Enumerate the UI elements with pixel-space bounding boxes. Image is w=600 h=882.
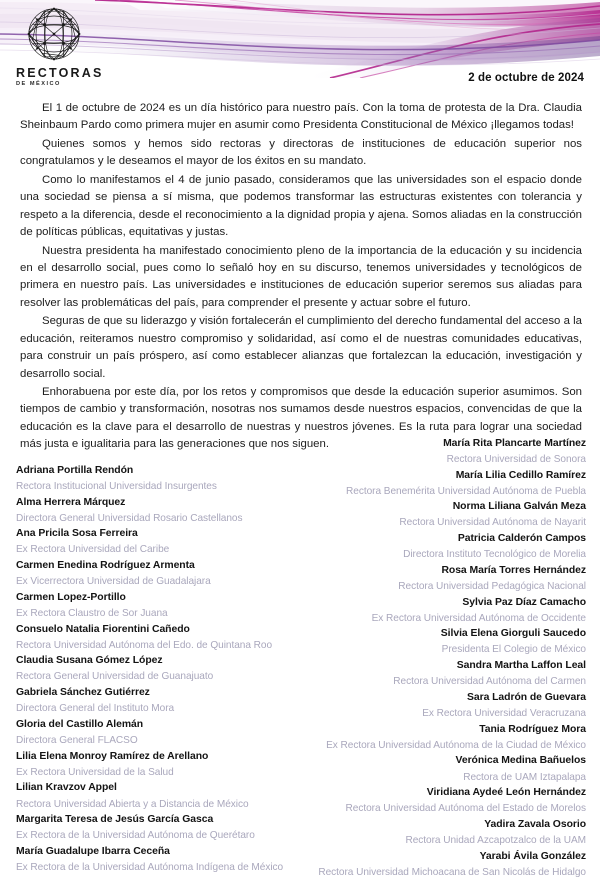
signatory-name: Sara Ladrón de Guevara — [466, 691, 586, 703]
signatory-name: María Rita Plancarte Martínez — [443, 437, 586, 449]
letter-paragraph: Nuestra presidenta ha manifestado conocimiento pleno de la importancia de la educación y su incidencia en el desarrollo social, pues como lo señaló hoy en su discurso, tenemos universidades y tecnológicos de primera en nuestro país. Las universidades e instituciones de educación superior seremos sus aliadas para resolver las problemáticas del país, para comprender el presente y actuar sobre el futuro. — [20, 244, 582, 309]
signatory-name: Gloria del Castillo Alemán — [16, 718, 144, 730]
signatory-role: Rectora Universidad Autónoma del Estado de Morelos — [345, 803, 586, 815]
signatory-name: Margarita Teresa de Jesús García Gasca — [16, 814, 214, 826]
signatory-role: Rectora Unidad Azcapotzalco de la UAM — [405, 835, 586, 847]
signatory-name: Yarabi Ávila González — [479, 850, 586, 862]
signatories-left-column — [16, 463, 290, 876]
signatory-role: Rectora Universidad Abierta y a Distancia de México — [16, 798, 249, 810]
signatory-role: Ex Rectora Universidad Autónoma de Occidente — [371, 612, 586, 624]
signatory-name: Lilia Elena Monroy Ramírez de Arellano — [16, 750, 209, 762]
signatory-role: Ex Rectora de la Universidad Autónoma Indígena de México — [16, 862, 284, 874]
signatory-name: Rosa María Torres Hernández — [441, 564, 586, 576]
signatory-role: Directora General del Instituto Mora — [16, 703, 175, 715]
signatory-name: Claudia Susana Gómez López — [16, 655, 163, 667]
signatory-role: Ex Rectora Universidad Veracruzana — [422, 708, 586, 719]
letter-paragraph: Como lo manifestamos el 4 de junio pasado, consideramos que las universidades son el espacio donde una sociedad se piensa a sí misma, que podemos transformar las estructuras existentes con tolerancia y respeto a la diferencia, desde el reconocimiento a la dignidad propia y ajena. Somos aliadas en la construcción de políticas públicas, equitativas y justas. — [20, 173, 582, 239]
signatory-name: Silvia Elena Giorguli Saucedo — [440, 628, 586, 640]
signatory-name: Adriana Portilla Rendón — [16, 464, 134, 476]
signatory-role: Ex Rectora de la Universidad Autónoma de Querétaro — [16, 830, 255, 842]
letter-paragraph: Quienes somos y hemos sido rectoras y directoras de instituciones de educación superior nos congratulamos y le deseamos el mayor de los éxitos en su mandato. — [20, 137, 582, 168]
signatory-name: Alma Herrera Márquez — [16, 496, 126, 508]
signatory-role: Rectora Universidad Michoacana de San Nicolás de Hidalgo — [318, 866, 586, 878]
document-date: 2 de octubre de 2024 — [468, 72, 584, 84]
geodesic-sphere-logo-icon — [24, 4, 84, 64]
signatory-role: Directora General Universidad Rosario Castellanos — [16, 512, 243, 524]
signatory-name: Verónica Medina Bañuelos — [455, 755, 586, 767]
signatory-role: Ex Vicerrectora Universidad de Guadalajara — [16, 576, 211, 588]
signatory-role: Ex Rectora Universidad del Caribe — [16, 544, 170, 556]
signatory-role: Presidenta El Colegio de México — [441, 644, 586, 656]
signatory-name: Consuelo Natalia Fiorentini Cañedo — [16, 623, 190, 635]
signatory-role: Rectora Universidad de Sonora — [446, 453, 586, 465]
brand-logo — [14, 4, 134, 87]
signatory-role: Directora Instituto Tecnológico de Morelia — [403, 549, 586, 561]
signatory-role: Rectora de UAM Iztapalapa — [463, 771, 586, 783]
signatory-role: Rectora Universidad Pedagógica Nacional — [398, 580, 586, 592]
brand-subtitle: DE MÉXICO — [16, 81, 61, 88]
signatory-role: Directora General FLACSO — [16, 735, 138, 746]
signatory-name: Tania Rodríguez Mora — [479, 723, 586, 735]
signatory-name: María Lilia Cedillo Ramírez — [455, 469, 586, 481]
signatory-role: Rectora General Universidad de Guanajuato — [16, 671, 214, 683]
signatory-role: Rectora Institucional Universidad Insurgentes — [16, 480, 217, 492]
signatory-role: Rectora Benemérita Universidad Autónoma de Puebla — [346, 485, 586, 497]
signatory-role: Rectora Universidad Autónoma del Edo. de Quintana Roo — [16, 639, 273, 651]
signatory-role: Ex Rectora Universidad de la Salud — [16, 766, 174, 778]
signatory-name: Ana Pricila Sosa Ferreira — [16, 528, 138, 540]
signatory-name: Gabriela Sánchez Gutiérrez — [16, 687, 150, 699]
signatory-name: Lilian Kravzov Appel — [16, 782, 117, 794]
signatory-role: Rectora Universidad Autónoma de Nayarit — [399, 517, 586, 529]
brand-title: RECTORAS — [16, 66, 104, 80]
letter-body — [0, 96, 600, 454]
signatory-name: Sylvia Paz Díaz Camacho — [462, 596, 586, 608]
signatory-name: Viridiana Aydeé León Hernández — [426, 787, 586, 799]
letter-paragraph: El 1 de octubre de 2024 es un día histórico para nuestro país. Con la toma de protesta de la Dra. Claudia Sheinbaum Pardo como primera mujer en asumir como Presidenta Constitucional de México ¡llegamos todas! — [20, 102, 582, 132]
signatory-name: Yadira Zavala Osorio — [484, 818, 586, 830]
letter-paragraph: Seguras de que su liderazgo y visión fortalecerán el cumplimiento del derecho fundamental del acceso a la educación, reiteramos nuestro compromiso y solidaridad, así como el de nuestras comunidades educativas, para construir un país próspero, así como establecer alianzas que fortalezcan la educación, investigación y desarrollo social. — [20, 315, 582, 380]
letter-paragraph: Enhorabuena por este día, por los retos y compromisos que desde la educación superior asumimos. Son tiempos de cambio y transformación, nosotras nos sumamos desde nuestros espacios, convencidas de que la educación es la clave para el desarrollo de nuestras y nuestros jóvenes. Es la ruta para lograr una sociedad más justa e igualitaria para las generaciones que nos siguen. — [20, 386, 582, 451]
signatory-role: Ex Rectora Universidad Autónoma de la Ciudad de México — [326, 739, 586, 751]
signatory-name: Patricia Calderón Campos — [457, 533, 586, 545]
signatory-name: Carmen Enedina Rodríguez Armenta — [16, 560, 195, 572]
document-header — [0, 0, 600, 96]
brand-wordmark — [16, 67, 134, 87]
signatory-name: Carmen Lopez-Portillo — [16, 591, 126, 603]
signatory-name: María Guadalupe Ibarra Ceceña — [16, 845, 170, 857]
signatory-name: Norma Liliana Galván Meza — [452, 501, 586, 513]
signatory-role: Ex Rectora Claustro de Sor Juana — [16, 607, 168, 619]
signatory-name: Sandra Martha Laffon Leal — [456, 660, 586, 672]
signatory-role: Rectora Universidad Autónoma del Carmen — [393, 676, 586, 688]
signatories-section — [0, 437, 600, 881]
signatories-right-column — [312, 436, 586, 881]
